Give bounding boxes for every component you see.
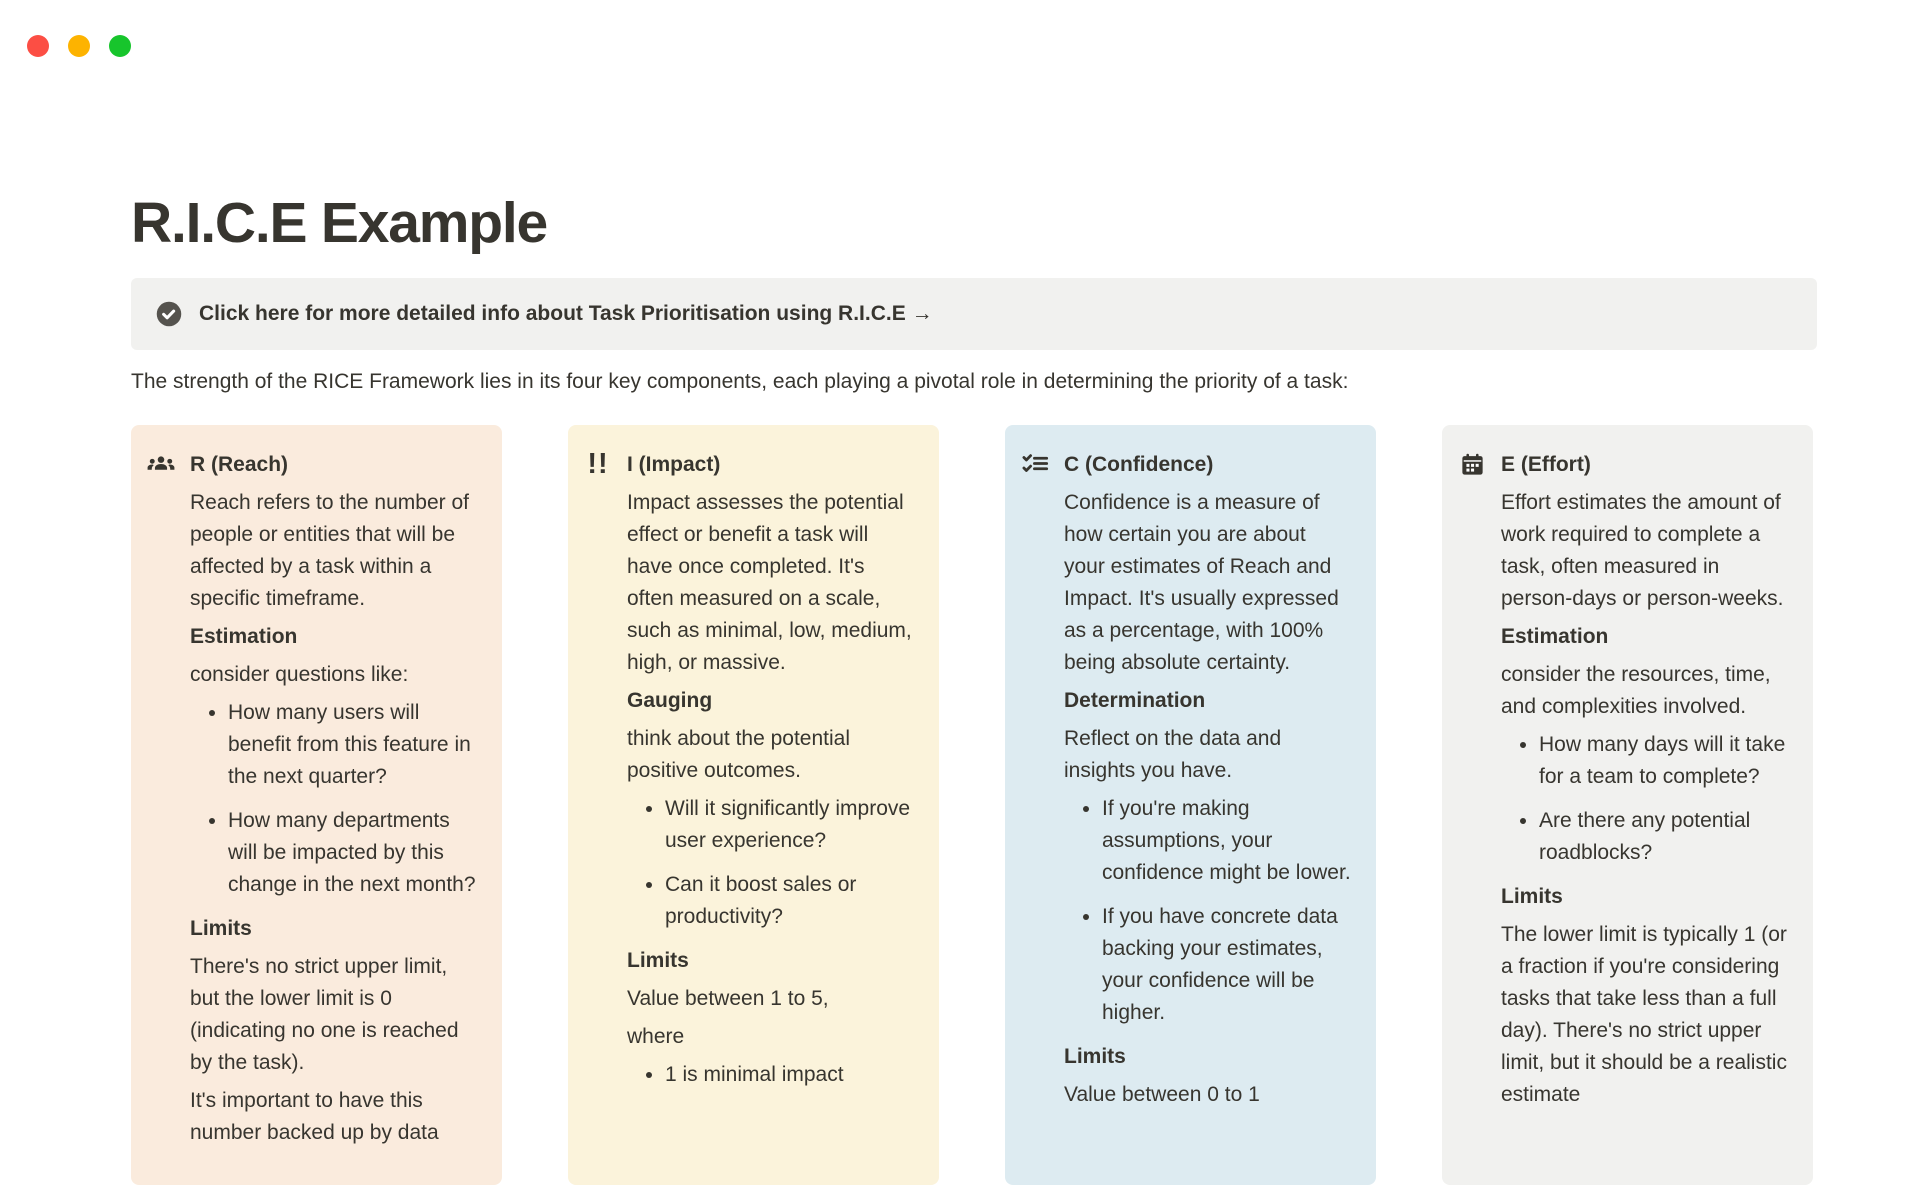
card-paragraph: Reach refers to the number of people or entities that will be affected by a task within a specific timeframe. — [190, 490, 469, 610]
card-title: E (Effort) — [1501, 452, 1591, 476]
card-paragraph: Reflect on the data and insights you have. — [1064, 726, 1282, 782]
list-item: • 1 is minimal impact — [665, 1059, 915, 1091]
card-paragraph: where — [627, 1024, 685, 1048]
card-paragraph: consider the resources, time, and complexities involved. — [1501, 662, 1771, 718]
minimize-button[interactable] — [68, 35, 90, 57]
list-item: • Can it boost sales or productivity? — [665, 869, 915, 933]
card-header — [147, 449, 478, 481]
card-confidence — [1005, 425, 1376, 1185]
card-subheading: Estimation — [1501, 624, 1609, 648]
card-body — [627, 487, 915, 1091]
card-list — [627, 1059, 915, 1091]
close-button[interactable] — [27, 35, 49, 57]
card-body — [1064, 487, 1352, 1111]
callout-link[interactable] — [131, 278, 1817, 350]
rice-cards — [131, 425, 1817, 1185]
card-subheading: Determination — [1064, 688, 1206, 712]
page-title: R.I.C.E Example — [131, 191, 547, 255]
list-item: • How many days will it take for a team to complete? — [1539, 729, 1789, 793]
card-title: C (Confidence) — [1064, 452, 1214, 476]
card-paragraph: Effort estimates the amount of work required to complete a task, often measured in person-days or person-weeks. — [1501, 490, 1784, 610]
card-paragraph: Impact assesses the potential effect or benefit a task will have once completed. It's often measured on a scale, such as minimal, low, medium, high, or massive. — [627, 490, 912, 674]
card-subheading: Gauging — [627, 688, 713, 712]
check-circle-icon — [155, 300, 183, 328]
card-paragraph: Value between 0 to 1 — [1064, 1082, 1260, 1106]
card-subheading: Limits — [627, 948, 689, 972]
card-title: I (Impact) — [627, 452, 721, 476]
card-paragraph: think about the potential positive outcomes. — [627, 726, 851, 782]
card-list — [627, 793, 915, 933]
card-paragraph: consider questions like: — [190, 662, 409, 686]
card-impact — [568, 425, 939, 1185]
card-body — [190, 487, 478, 1149]
card-paragraph: There's no strict upper limit, but the lower limit is 0 (indicating no one is reached by the task). — [190, 954, 459, 1074]
calendar-icon — [1458, 451, 1486, 479]
list-item: • If you have concrete data backing your estimates, your confidence will be higher. — [1102, 901, 1352, 1029]
card-list — [190, 697, 478, 901]
card-title: R (Reach) — [190, 452, 289, 476]
people-icon — [147, 451, 175, 479]
window-controls — [27, 35, 131, 57]
double-exclamation-icon: !! — [587, 448, 609, 481]
card-header — [1021, 449, 1352, 481]
list-item: • Will it significantly improve user experience? — [665, 793, 915, 857]
card-paragraph: Confidence is a measure of how certain you are about your estimates of Reach and Impact. It's usually expressed as a percentage, with 100% being absolute certainty. — [1064, 490, 1339, 674]
checklist-icon — [1021, 451, 1049, 479]
intro-paragraph: The strength of the RICE Framework lies in its four key components, each playing a pivotal role in determining the priority of a task: — [131, 369, 1349, 393]
callout-text: Click here for more detailed info about Task Prioritisation using R.I.C.E → — [199, 302, 933, 326]
card-subheading: Limits — [1064, 1044, 1126, 1068]
list-item: • How many users will benefit from this feature in the next quarter? — [228, 697, 478, 793]
card-subheading: Limits — [190, 916, 252, 940]
card-header — [584, 449, 915, 481]
card-effort — [1442, 425, 1813, 1185]
card-paragraph: The lower limit is typically 1 (or a fraction if you're considering tasks that take less than a full day). There's no strict upper limit, but it should be a realistic estimate — [1501, 922, 1787, 1106]
card-body — [1501, 487, 1789, 1111]
list-item: • If you're making assumptions, your confidence might be lower. — [1102, 793, 1352, 889]
list-item: • Are there any potential roadblocks? — [1539, 805, 1789, 869]
card-subheading: Estimation — [190, 624, 298, 648]
card-reach — [131, 425, 502, 1185]
card-subheading: Limits — [1501, 884, 1563, 908]
card-paragraph: Value between 1 to 5, — [627, 986, 829, 1010]
zoom-button[interactable] — [109, 35, 131, 57]
card-paragraph: It's important to have this number backed up by data — [190, 1088, 439, 1144]
list-item: • How many departments will be impacted by this change in the next month? — [228, 805, 478, 901]
card-list — [1064, 793, 1352, 1029]
card-header — [1458, 449, 1789, 481]
card-list — [1501, 729, 1789, 869]
